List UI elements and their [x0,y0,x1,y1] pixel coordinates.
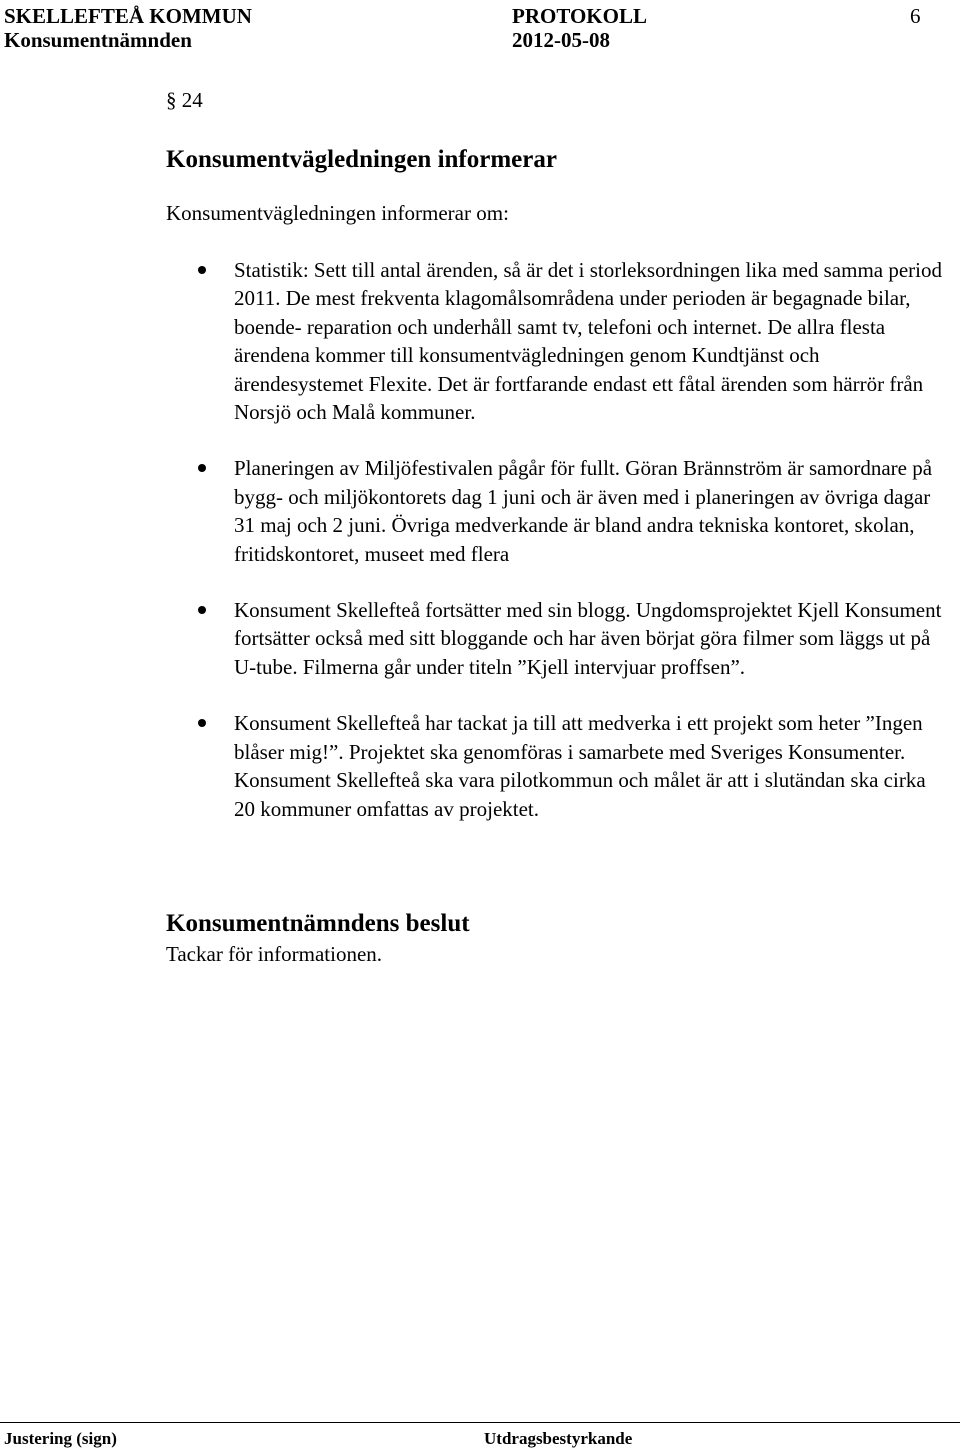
information-list [198,256,950,851]
document-header-middle [512,4,647,52]
committee-name: Konsumentnämnden [4,28,192,52]
list-item-text: Planeringen av Miljöfestivalen pågår för fullt. Göran Brännström är samordnare på bygg- och miljökontorets dag 1 juni och är även med i planeringen av övriga dagar 31 maj och 2 juni. Övriga medverkande är bland andra tekniska kontoret, skolan, fritidskontoret, museet med flera [234,456,933,566]
decision-text: Tackar för informationen. [166,942,383,966]
footer-divider [0,1422,960,1423]
organization-name: SKELLEFTEÅ KOMMUN [4,4,252,28]
list-item-text: Statistik: Sett till antal ärenden, så är det i storleksordningen lika med samma period 2011. De mest frekventa klagomålsområdena under perioden är begagnade bilar, boende- reparation och underhåll samt tv, telefoni och internet. De allra flesta ärendena kommer till konsumentvägledningen genom Kundtjänst och ärendesystemet Flexite. Det är fortfarande endast ett fåtal ärenden som härrör från Norsjö och Malå kommuner. [234,258,943,425]
section-title: Konsumentvägledningen informerar [166,146,557,173]
extract-certification-label: Utdragsbestyrkande [484,1429,633,1448]
document-type: PROTOKOLL [512,4,647,28]
section-intro: Konsumentvägledningen informerar om: [166,201,509,225]
list-item [198,256,950,426]
bullet-icon [198,266,206,274]
bullet-icon [198,719,206,727]
signature-label: Justering (sign) [4,1429,117,1448]
list-item-text: Konsument Skellefteå har tackat ja till att medverka i ett projekt som heter ”Ingen blåser mig!”. Projektet ska genomföras i samarbete med Sveriges Konsumenter. Konsument Skellefteå ska vara pilotkommun och målet är att i slutändan ska cirka 20 kommuner omfattas av projektet. [234,711,926,821]
document-date: 2012-05-08 [512,28,610,52]
list-item [198,596,950,681]
section-number: § 24 [166,88,203,112]
list-item [198,709,950,823]
list-item [198,454,950,568]
bullet-icon [198,606,206,614]
bullet-icon [198,464,206,472]
list-item-text: Konsument Skellefteå fortsätter med sin blogg. Ungdomsprojektet Kjell Konsument fortsätter också med sitt bloggande och har även börjat göra filmer som läggs ut på U-tube. Filmerna går under titeln ”Kjell intervjuar proffsen”. [234,598,942,679]
decision-title: Konsumentnämndens beslut [166,910,470,937]
page-number: 6 [910,4,921,28]
document-header-left [4,4,252,52]
